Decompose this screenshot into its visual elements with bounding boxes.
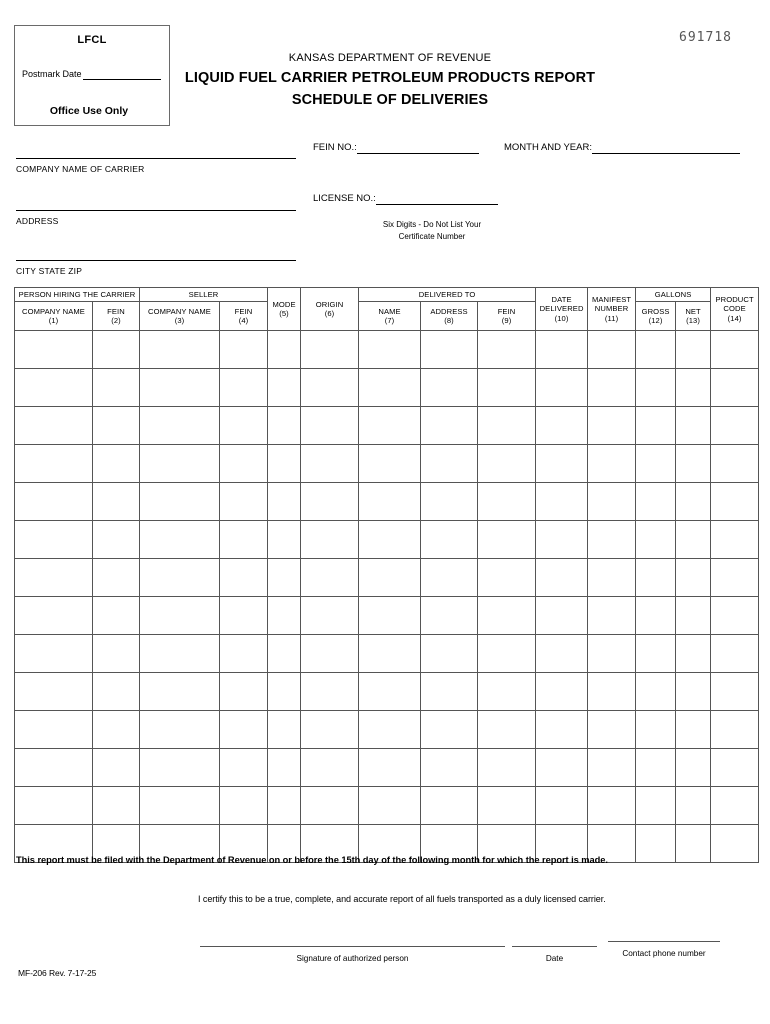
table-cell[interactable] [478, 635, 536, 673]
table-cell[interactable] [220, 597, 268, 635]
column-seller-fein-label: FEIN [234, 306, 253, 316]
company-name-input[interactable] [16, 158, 296, 159]
form-revision-code: MF-206 Rev. 7-17-25 [18, 968, 97, 978]
table-cell[interactable] [220, 331, 268, 369]
date-input[interactable] [512, 946, 597, 947]
license-note-line-1: Six Digits - Do Not List Your [382, 220, 482, 229]
column-manifest-number [588, 288, 636, 331]
column-delivered-fein-label: FEIN [497, 306, 516, 316]
column-date-delivered-label: DATE DELIVERED [539, 294, 584, 314]
phone-caption: Contact phone number [622, 949, 706, 958]
table-cell[interactable] [536, 559, 588, 597]
month-year-label: MONTH AND YEAR: [504, 142, 592, 153]
table-cell[interactable] [15, 407, 93, 445]
table-row [15, 483, 759, 521]
table-cell[interactable] [359, 711, 421, 749]
month-year-input[interactable] [592, 141, 740, 154]
table-cell[interactable] [359, 635, 421, 673]
table-cell[interactable] [676, 635, 711, 673]
table-row [15, 787, 759, 825]
table-cell[interactable] [421, 597, 478, 635]
signature-input[interactable] [200, 946, 505, 947]
table-cell[interactable] [93, 787, 140, 825]
table-cell[interactable] [536, 635, 588, 673]
table-cell[interactable] [220, 635, 268, 673]
table-cell[interactable] [268, 673, 301, 711]
table-cell[interactable] [478, 559, 536, 597]
table-row [15, 407, 759, 445]
company-name-caption: COMPANY NAME OF CARRIER [16, 164, 145, 174]
table-cell[interactable] [93, 331, 140, 369]
table-row [15, 597, 759, 635]
table-row [15, 673, 759, 711]
table-cell[interactable] [140, 331, 220, 369]
column-gallons-gross [636, 302, 676, 331]
table-cell[interactable] [301, 787, 359, 825]
table-body [15, 331, 759, 863]
table-cell[interactable] [676, 597, 711, 635]
table-cell[interactable] [421, 445, 478, 483]
table-cell[interactable] [711, 673, 759, 711]
table-cell[interactable] [588, 597, 636, 635]
table-cell[interactable] [636, 787, 676, 825]
column-hirer-fein-label: FEIN [107, 306, 125, 316]
table-cell[interactable] [588, 559, 636, 597]
table-cell[interactable] [676, 711, 711, 749]
table-cell[interactable] [93, 521, 140, 559]
table-cell[interactable] [588, 787, 636, 825]
table-cell[interactable] [636, 559, 676, 597]
table-cell[interactable] [220, 673, 268, 711]
table-cell[interactable] [359, 673, 421, 711]
table-cell[interactable] [93, 483, 140, 521]
postmark-date-label: Postmark Date [22, 69, 82, 79]
table-cell[interactable] [421, 787, 478, 825]
table-cell[interactable] [301, 673, 359, 711]
column-seller-fein-number: (4) [238, 316, 249, 325]
fein-input[interactable] [357, 141, 479, 154]
column-seller-fein [220, 302, 268, 331]
table-cell[interactable] [359, 407, 421, 445]
table-cell[interactable] [93, 369, 140, 407]
month-year-field [504, 141, 740, 154]
table-cell[interactable] [478, 331, 536, 369]
table-cell[interactable] [636, 635, 676, 673]
table-cell[interactable] [478, 597, 536, 635]
table-cell[interactable] [676, 749, 711, 787]
table-row [15, 369, 759, 407]
postmark-date-input[interactable] [83, 68, 161, 80]
table-cell[interactable] [359, 521, 421, 559]
table-header [15, 288, 759, 331]
table-cell[interactable] [220, 407, 268, 445]
signature-block [200, 946, 505, 963]
table-cell[interactable] [15, 521, 93, 559]
license-note [372, 219, 492, 242]
table-group-header-row [15, 288, 759, 302]
table-cell[interactable] [268, 711, 301, 749]
table-cell[interactable] [588, 635, 636, 673]
column-date-delivered [536, 288, 588, 331]
table-cell[interactable] [220, 749, 268, 787]
column-product-code [711, 288, 759, 331]
table-cell[interactable] [421, 711, 478, 749]
fein-label: FEIN NO.: [313, 142, 357, 153]
table-cell[interactable] [536, 711, 588, 749]
table-cell[interactable] [711, 331, 759, 369]
table-cell[interactable] [421, 407, 478, 445]
table-cell[interactable] [421, 369, 478, 407]
column-seller-company-name-label: COMPANY NAME [148, 306, 211, 316]
column-mode [268, 288, 301, 331]
table-cell[interactable] [711, 711, 759, 749]
table-cell[interactable] [711, 369, 759, 407]
table-cell[interactable] [140, 407, 220, 445]
table-cell[interactable] [536, 749, 588, 787]
table-cell[interactable] [15, 331, 93, 369]
table-cell[interactable] [588, 673, 636, 711]
table-cell[interactable] [478, 711, 536, 749]
form-title-line-2: SCHEDULE OF DELIVERIES [291, 91, 489, 108]
table-cell[interactable] [140, 787, 220, 825]
table-cell[interactable] [140, 559, 220, 597]
table-cell[interactable] [636, 711, 676, 749]
table-cell[interactable] [711, 521, 759, 559]
table-cell[interactable] [93, 635, 140, 673]
table-cell[interactable] [220, 369, 268, 407]
table-cell[interactable] [478, 749, 536, 787]
table-cell[interactable] [478, 673, 536, 711]
table-cell[interactable] [676, 369, 711, 407]
agency-name: KANSAS DEPARTMENT OF REVENUE [288, 52, 492, 64]
table-cell[interactable] [636, 483, 676, 521]
table-cell[interactable] [636, 749, 676, 787]
table-cell[interactable] [359, 483, 421, 521]
table-cell[interactable] [676, 673, 711, 711]
table-cell[interactable] [301, 445, 359, 483]
table-cell[interactable] [268, 331, 301, 369]
column-delivered-fein-number: (9) [501, 316, 512, 325]
table-cell[interactable] [15, 559, 93, 597]
group-delivered-to: DELIVERED TO [359, 288, 536, 302]
table-cell[interactable] [588, 445, 636, 483]
table-cell[interactable] [478, 407, 536, 445]
table-cell[interactable] [93, 407, 140, 445]
table-row [15, 711, 759, 749]
table-cell[interactable] [588, 521, 636, 559]
table-cell[interactable] [588, 483, 636, 521]
table-cell[interactable] [588, 331, 636, 369]
table-column-header-row [15, 302, 759, 331]
table-cell[interactable] [359, 597, 421, 635]
table-cell[interactable] [140, 597, 220, 635]
column-hirer-company-name-label: COMPANY NAME [22, 306, 85, 316]
table-cell[interactable] [536, 521, 588, 559]
table-cell[interactable] [301, 559, 359, 597]
table-cell[interactable] [93, 559, 140, 597]
table-cell[interactable] [636, 825, 676, 863]
table-cell[interactable] [676, 331, 711, 369]
column-origin-number: (6) [324, 309, 335, 318]
city-state-zip-caption: CITY STATE ZIP [16, 266, 83, 276]
table-cell[interactable] [636, 597, 676, 635]
table-cell[interactable] [140, 521, 220, 559]
table-row [15, 445, 759, 483]
table-cell[interactable] [588, 369, 636, 407]
table-cell[interactable] [15, 787, 93, 825]
table-cell[interactable] [421, 635, 478, 673]
table-cell[interactable] [301, 521, 359, 559]
table-cell[interactable] [15, 635, 93, 673]
filing-deadline-note: This report must be filed with the Department of Revenue on or before the 15th day of the following month for which the report is made. [16, 855, 608, 865]
table-cell[interactable] [536, 787, 588, 825]
column-date-delivered-number: (10) [554, 313, 569, 323]
address-input[interactable] [16, 210, 296, 211]
table-cell[interactable] [478, 369, 536, 407]
title-block [180, 52, 600, 112]
table-cell[interactable] [140, 369, 220, 407]
column-gallons-net-number: (13) [686, 316, 701, 325]
table-cell[interactable] [588, 711, 636, 749]
table-cell[interactable] [93, 711, 140, 749]
column-delivered-address-label: ADDRESS [430, 306, 468, 316]
table-cell[interactable] [536, 369, 588, 407]
date-caption: Date [545, 954, 564, 963]
table-cell[interactable] [268, 407, 301, 445]
city-state-zip-input[interactable] [16, 260, 296, 261]
table-cell[interactable] [359, 369, 421, 407]
table-cell[interactable] [676, 825, 711, 863]
table-cell[interactable] [711, 559, 759, 597]
column-gallons-gross-number: (12) [648, 316, 663, 325]
table-cell[interactable] [478, 521, 536, 559]
table-row [15, 521, 759, 559]
table-cell[interactable] [536, 483, 588, 521]
table-cell[interactable] [711, 407, 759, 445]
column-delivered-name-number: (7) [384, 316, 395, 325]
table-cell[interactable] [676, 445, 711, 483]
office-use-only-label: Office Use Only [49, 105, 129, 117]
column-origin [301, 288, 359, 331]
column-seller-company-name-number: (3) [174, 316, 185, 325]
column-delivered-address-number: (8) [444, 316, 454, 325]
table-cell[interactable] [359, 749, 421, 787]
table-cell[interactable] [93, 749, 140, 787]
table-cell[interactable] [268, 369, 301, 407]
table-cell[interactable] [588, 407, 636, 445]
table-cell[interactable] [93, 445, 140, 483]
column-seller-company-name [140, 302, 220, 331]
table-cell[interactable] [140, 445, 220, 483]
deliveries-table [14, 287, 759, 863]
table-cell[interactable] [301, 483, 359, 521]
table-cell[interactable] [15, 711, 93, 749]
column-delivered-name [359, 302, 421, 331]
table-row [15, 331, 759, 369]
table-cell[interactable] [478, 787, 536, 825]
column-gallons-net-label: NET [685, 306, 701, 316]
table-cell[interactable] [93, 673, 140, 711]
table-cell[interactable] [636, 407, 676, 445]
table-cell[interactable] [140, 711, 220, 749]
table-cell[interactable] [268, 749, 301, 787]
table-cell[interactable] [711, 445, 759, 483]
table-cell[interactable] [15, 445, 93, 483]
signature-caption: Signature of authorized person [296, 954, 409, 963]
table-cell[interactable] [140, 673, 220, 711]
table-cell[interactable] [359, 559, 421, 597]
group-gallons: GALLONS [636, 288, 711, 302]
table-cell[interactable] [536, 597, 588, 635]
table-cell[interactable] [421, 483, 478, 521]
license-input[interactable] [376, 192, 498, 205]
column-hirer-fein-number: (2) [111, 316, 121, 325]
table-cell[interactable] [301, 331, 359, 369]
table-cell[interactable] [711, 787, 759, 825]
column-delivered-name-label: NAME [378, 306, 401, 316]
table-cell[interactable] [536, 445, 588, 483]
table-cell[interactable] [301, 369, 359, 407]
table-cell[interactable] [268, 787, 301, 825]
table-cell[interactable] [268, 559, 301, 597]
group-person-hiring-carrier: PERSON HIRING THE CARRIER [15, 288, 140, 302]
table-cell[interactable] [636, 369, 676, 407]
table-cell[interactable] [588, 749, 636, 787]
table-cell[interactable] [268, 483, 301, 521]
table-cell[interactable] [15, 673, 93, 711]
table-cell[interactable] [676, 483, 711, 521]
table-cell[interactable] [220, 483, 268, 521]
table-cell[interactable] [676, 559, 711, 597]
column-manifest-number-number: (11) [604, 313, 619, 323]
license-field [313, 192, 498, 205]
column-mode-number: (5) [279, 309, 289, 318]
table-cell[interactable] [220, 787, 268, 825]
table-cell[interactable] [421, 749, 478, 787]
table-cell[interactable] [536, 673, 588, 711]
table-cell[interactable] [676, 521, 711, 559]
table-cell[interactable] [711, 825, 759, 863]
table-cell[interactable] [220, 521, 268, 559]
table-cell[interactable] [676, 787, 711, 825]
table-cell[interactable] [359, 331, 421, 369]
table-cell[interactable] [421, 673, 478, 711]
column-hirer-fein [93, 302, 140, 331]
table-cell[interactable] [15, 597, 93, 635]
table-row [15, 559, 759, 597]
column-origin-label: ORIGIN [315, 299, 344, 309]
table-cell[interactable] [301, 635, 359, 673]
column-mode-label: MODE [272, 299, 296, 309]
table-cell[interactable] [140, 483, 220, 521]
table-cell[interactable] [301, 749, 359, 787]
phone-block [608, 941, 720, 958]
form-title-line-1: LIQUID FUEL CARRIER PETROLEUM PRODUCTS REPORT [184, 70, 596, 86]
table-cell[interactable] [268, 635, 301, 673]
table-cell[interactable] [268, 521, 301, 559]
table-cell[interactable] [676, 407, 711, 445]
column-hirer-company-name [15, 302, 93, 331]
table-cell[interactable] [636, 331, 676, 369]
lfcl-code: LFCL [77, 34, 107, 46]
column-hirer-company-name-number: (1) [48, 316, 59, 325]
table-cell[interactable] [636, 673, 676, 711]
table-cell[interactable] [220, 711, 268, 749]
table-cell[interactable] [536, 407, 588, 445]
group-seller: SELLER [140, 288, 268, 302]
table-cell[interactable] [711, 635, 759, 673]
table-cell[interactable] [636, 521, 676, 559]
table-cell[interactable] [359, 445, 421, 483]
table-cell[interactable] [711, 483, 759, 521]
table-cell[interactable] [478, 445, 536, 483]
license-label: LICENSE NO.: [313, 193, 376, 204]
table-cell[interactable] [15, 483, 93, 521]
table-cell[interactable] [140, 749, 220, 787]
form-serial-number: 691718 [679, 30, 732, 45]
table-cell[interactable] [268, 445, 301, 483]
table-cell[interactable] [220, 559, 268, 597]
table-cell[interactable] [478, 483, 536, 521]
column-delivered-fein [478, 302, 536, 331]
table-cell[interactable] [301, 711, 359, 749]
table-cell[interactable] [421, 331, 478, 369]
table-row [15, 635, 759, 673]
table-cell[interactable] [359, 787, 421, 825]
office-use-box [14, 25, 170, 126]
postmark-date-field [22, 68, 161, 80]
table-cell[interactable] [301, 407, 359, 445]
column-product-code-label: PRODUCT CODE [715, 294, 754, 314]
column-delivered-address [421, 302, 478, 331]
table-cell[interactable] [421, 559, 478, 597]
table-cell[interactable] [15, 369, 93, 407]
table-cell[interactable] [421, 521, 478, 559]
column-manifest-number-label: MANIFEST NUMBER [591, 294, 632, 314]
table-cell[interactable] [220, 445, 268, 483]
column-gallons-net [676, 302, 711, 331]
table-cell[interactable] [711, 597, 759, 635]
column-product-code-number: (14) [727, 313, 742, 323]
fein-field [313, 141, 479, 154]
address-caption: ADDRESS [16, 216, 59, 226]
license-note-line-2: Certificate Number [398, 231, 466, 241]
date-block [512, 946, 597, 963]
certification-statement: I certify this to be a true, complete, and accurate report of all fuels transported as a duly licensed carrier. [198, 894, 606, 904]
phone-input[interactable] [608, 941, 720, 942]
table-cell[interactable] [711, 749, 759, 787]
table-row [15, 749, 759, 787]
table-cell[interactable] [268, 597, 301, 635]
column-gallons-gross-label: GROSS [641, 306, 670, 316]
table-cell[interactable] [636, 445, 676, 483]
table-cell[interactable] [93, 597, 140, 635]
table-cell[interactable] [15, 749, 93, 787]
table-cell[interactable] [301, 597, 359, 635]
table-cell[interactable] [536, 331, 588, 369]
table-cell[interactable] [140, 635, 220, 673]
